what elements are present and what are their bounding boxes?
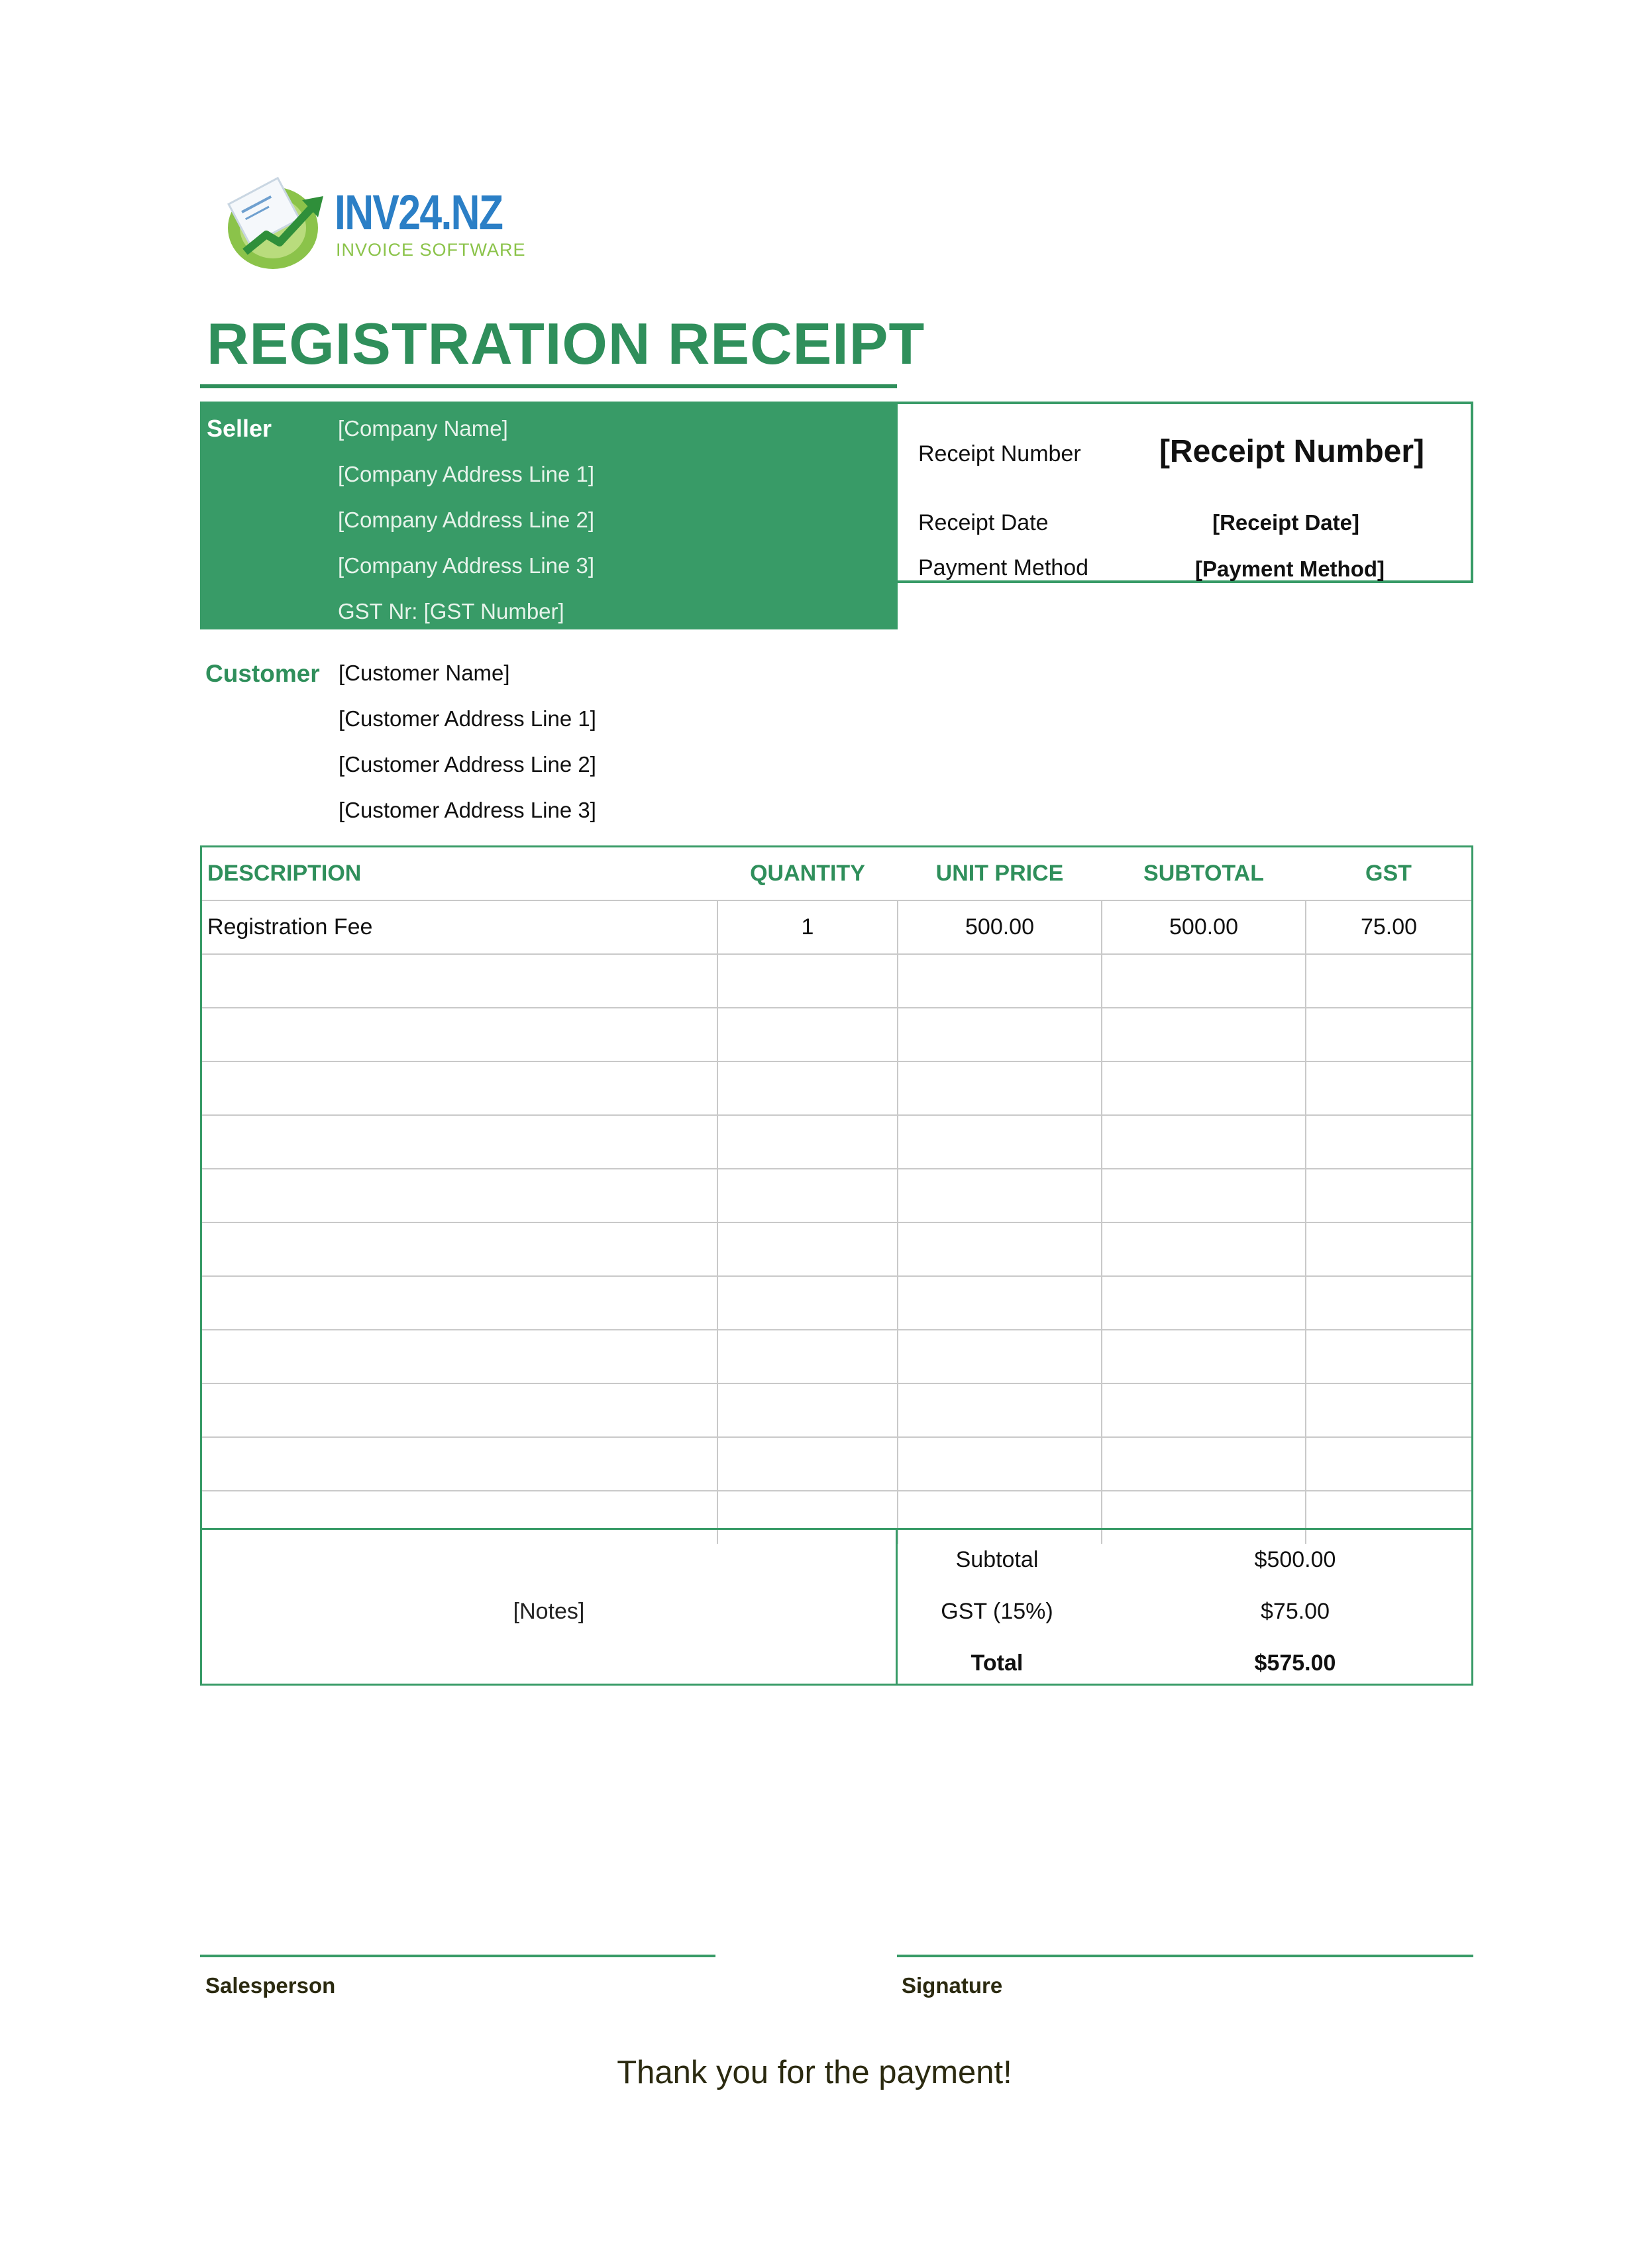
line-items-table <box>200 845 1473 1544</box>
table-row <box>202 1330 1471 1383</box>
customer-name: [Customer Name] <box>339 661 510 685</box>
subtotal-value: $500.00 <box>1254 1547 1336 1572</box>
cell-subtotal <box>1102 1437 1306 1491</box>
payment-method-label: Payment Method <box>918 555 1089 580</box>
cell-subtotal <box>1102 1276 1306 1330</box>
column-header-subtotal: SUBTOTAL <box>1102 847 1306 900</box>
cell-unit-price <box>898 1061 1102 1115</box>
table-row <box>202 1222 1471 1276</box>
cell-gst <box>1306 1276 1471 1330</box>
cell-unit-price <box>898 1222 1102 1276</box>
customer-label: Customer <box>205 660 320 687</box>
cell-gst: 75.00 <box>1306 900 1471 954</box>
table-row <box>202 1061 1471 1115</box>
cell-subtotal <box>1102 1383 1306 1437</box>
table-row <box>202 1115 1471 1169</box>
subtotal-label: Subtotal <box>955 1547 1039 1572</box>
cell-unit-price <box>898 1169 1102 1222</box>
receipt-date-label: Receipt Date <box>918 510 1049 535</box>
table-row <box>202 1437 1471 1491</box>
document-title: REGISTRATION RECEIPT <box>207 311 925 376</box>
cell-quantity <box>717 1008 898 1061</box>
customer-address-line-2: [Customer Address Line 2] <box>339 752 596 777</box>
customer-address-line-1: [Customer Address Line 1] <box>339 706 596 731</box>
cell-quantity <box>717 1061 898 1115</box>
cell-quantity: 1 <box>717 900 898 954</box>
seller-address-line-3: [Company Address Line 3] <box>338 553 595 578</box>
seller-block <box>200 402 898 629</box>
cell-unit-price <box>898 1383 1102 1437</box>
column-header-description: DESCRIPTION <box>202 847 717 900</box>
cell-subtotal <box>1102 1222 1306 1276</box>
cell-description <box>202 1008 717 1061</box>
logo-tagline: INVOICE SOFTWARE <box>336 240 526 260</box>
seller-address-line-2: [Company Address Line 2] <box>338 508 595 532</box>
cell-gst <box>1306 1383 1471 1437</box>
cell-description <box>202 1115 717 1169</box>
cell-quantity <box>717 1222 898 1276</box>
table-row <box>202 1276 1471 1330</box>
cell-gst <box>1306 1222 1471 1276</box>
thank-you-message: Thank you for the payment! <box>617 2055 1012 2090</box>
cell-unit-price <box>898 1330 1102 1383</box>
cell-subtotal <box>1102 1330 1306 1383</box>
total-value: $575.00 <box>1254 1650 1336 1676</box>
cell-unit-price <box>898 1437 1102 1491</box>
cell-gst <box>1306 1330 1471 1383</box>
table-row <box>202 1008 1471 1061</box>
seller-address-line-1: [Company Address Line 1] <box>338 462 595 486</box>
table-header-row <box>202 847 1471 900</box>
cell-gst <box>1306 954 1471 1008</box>
cell-unit-price <box>898 1115 1102 1169</box>
cell-description <box>202 1061 717 1115</box>
cell-quantity <box>717 1383 898 1437</box>
cell-subtotal <box>1102 1008 1306 1061</box>
total-label: Total <box>971 1650 1024 1676</box>
paper-growth-arrow-icon <box>225 174 331 273</box>
title-underline <box>200 384 897 388</box>
cell-description <box>202 1383 717 1437</box>
receipt-number-label: Receipt Number <box>918 441 1081 466</box>
totals-section <box>200 1528 1473 1686</box>
signature-label: Signature <box>902 1973 1003 1998</box>
cell-subtotal: 500.00 <box>1102 900 1306 954</box>
payment-method-value: [Payment Method] <box>1194 557 1385 581</box>
cell-unit-price: 500.00 <box>898 900 1102 954</box>
cell-subtotal <box>1102 1169 1306 1222</box>
seller-label: Seller <box>207 415 272 442</box>
cell-quantity <box>717 1276 898 1330</box>
cell-gst <box>1306 1115 1471 1169</box>
column-header-unit-price: UNIT PRICE <box>898 847 1102 900</box>
cell-subtotal <box>1102 954 1306 1008</box>
cell-unit-price <box>898 954 1102 1008</box>
cell-unit-price <box>898 1276 1102 1330</box>
cell-unit-price <box>898 1008 1102 1061</box>
cell-gst <box>1306 1169 1471 1222</box>
seller-gst-number: GST Nr: [GST Number] <box>338 599 564 623</box>
receipt-number-value: [Receipt Number] <box>1159 434 1424 469</box>
column-header-gst: GST <box>1306 847 1471 900</box>
column-header-quantity: QUANTITY <box>717 847 898 900</box>
cell-description <box>202 954 717 1008</box>
logo-name: INV24.NZ <box>335 185 503 240</box>
cell-subtotal <box>1102 1061 1306 1115</box>
cell-description <box>202 1169 717 1222</box>
notes-text: [Notes] <box>513 1599 585 1624</box>
cell-gst <box>1306 1437 1471 1491</box>
table-row <box>202 900 1471 954</box>
cell-quantity <box>717 1437 898 1491</box>
salesperson-signature-line <box>200 1955 715 1957</box>
receipt-info-box <box>897 402 1473 583</box>
notes-box <box>202 1530 898 1684</box>
customer-address-line-3: [Customer Address Line 3] <box>339 798 596 822</box>
cell-description: Registration Fee <box>202 900 717 954</box>
cell-quantity <box>717 1169 898 1222</box>
receipt-date-value: [Receipt Date] <box>1212 510 1359 535</box>
cell-quantity <box>717 1115 898 1169</box>
cell-gst <box>1306 1008 1471 1061</box>
cell-description <box>202 1330 717 1383</box>
table-row <box>202 1383 1471 1437</box>
signature-line <box>897 1955 1473 1957</box>
table-row <box>202 954 1471 1008</box>
cell-quantity <box>717 1330 898 1383</box>
gst-value: $75.00 <box>1261 1599 1330 1624</box>
cell-description <box>202 1222 717 1276</box>
cell-description <box>202 1437 717 1491</box>
table-row <box>202 1169 1471 1222</box>
gst-label: GST (15%) <box>941 1599 1053 1624</box>
cell-subtotal <box>1102 1115 1306 1169</box>
seller-company-name: [Company Name] <box>338 416 508 441</box>
company-logo <box>225 174 530 273</box>
cell-quantity <box>717 954 898 1008</box>
cell-description <box>202 1276 717 1330</box>
salesperson-label: Salesperson <box>205 1973 336 1998</box>
cell-gst <box>1306 1061 1471 1115</box>
